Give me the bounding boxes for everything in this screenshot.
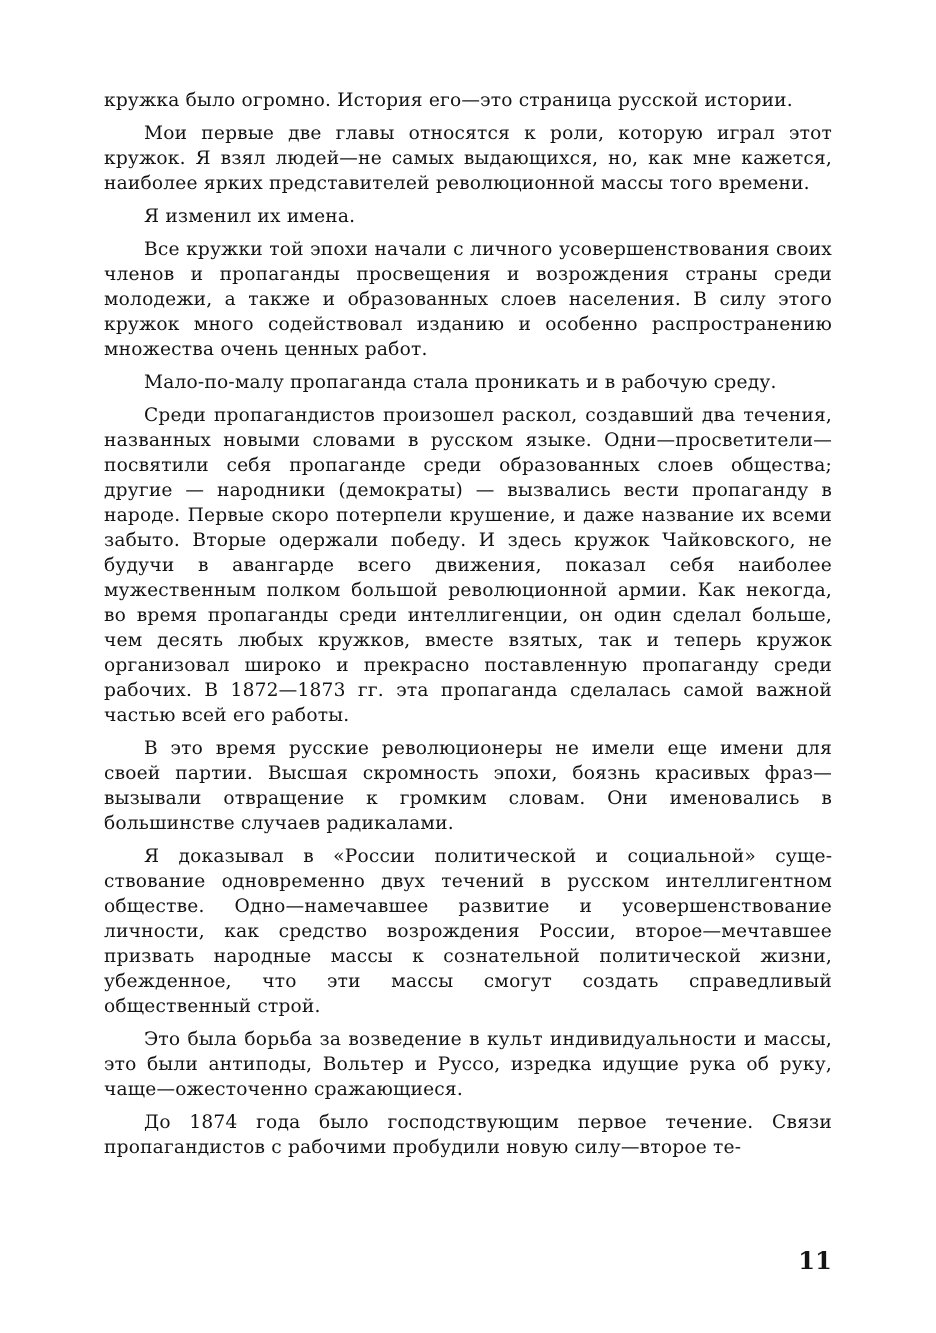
book-page bbox=[104, 88, 832, 1318]
paragraph-radicals: В это время русские революционеры не имели еще имени для своей партии. Высшая скромность эпохи, боязнь красивых фраз—вызывали отвращение к громким словам. Они именовались в большинстве случаев радикалами. bbox=[104, 738, 832, 834]
paragraph-circles-of-era: Все кружки той эпохи начали с личного усовершенствования своих членов и пропаганды просвещения и возрождения страны среди молодежи, а также и образованных слоев населения. В силу этого кружок много содействовал изданию и особенно распространению множества очень ценных работ. bbox=[104, 239, 832, 360]
paragraph-until-1874: До 1874 года было господствующим первое течение. Связи пропагандистов с рабочими пробудили новую силу—второе те- bbox=[104, 1112, 832, 1158]
paragraph-two-currents: Я доказывал в «России политической и социальной» существование одновременно двух течений в русском интеллигентном обществе. Одно—намечавшее развитие и усовершенствование личности, как средство возрождения России, второе—мечтавшее призвать народные массы к сознательной политической жизни, убежденное, что эти массы смогут создать справедливый общественный строй. bbox=[104, 846, 832, 1017]
page-number: 11 bbox=[798, 1246, 832, 1275]
paragraph-continuation: кружка было огромно. История его—это страница русской истории. bbox=[104, 90, 793, 111]
paragraph-names-changed: Я изменил их имена. bbox=[144, 206, 356, 227]
paragraph-voltaire-rousseau: Это была борьба за возведение в культ индивидуальности и массы, это были антиподы, Вольтер и Руссо, изредка идущие рука об руку, чаще—ожесточенно сражающиеся. bbox=[104, 1029, 832, 1100]
paragraph-split-among-propagandists: Среди пропагандистов произошел раскол, создавший два течения, названных новыми словами в русском языке. Одни—просветители—посвятили себя пропаганде среди образованных слоев общества; другие — народники (демократы) — вызвались вести пропаганду в народе. Первые скоро потерпели крушение, и даже название их всеми забыто. Вторые одержали победу. И здесь кружок Чайковского, не будучи в авангарде всего движения, показал себя наиболее мужественным полком большой революционной армии. Как некогда, во время пропаганды среди интеллигенции, он один сделал больше, чем десять любых кружков, вместе взятых, так и теперь кружок организовал широко и прекрасно поставленную пропаганду среди рабочих. В 1872—1873 гг. эта пропаганда сделалась самой важной частью всей его работы. bbox=[104, 405, 832, 726]
paragraph-first-chapters: Мои первые две главы относятся к роли, которую играл этот кружок. Я взял людей—не самых выдающихся, но, как мне кажется, наиболее ярких представителей революционной массы того времени. bbox=[104, 123, 832, 194]
paragraph-workers-propaganda: Мало-по-малу пропаганда стала проникать и в рабочую среду. bbox=[144, 372, 777, 393]
